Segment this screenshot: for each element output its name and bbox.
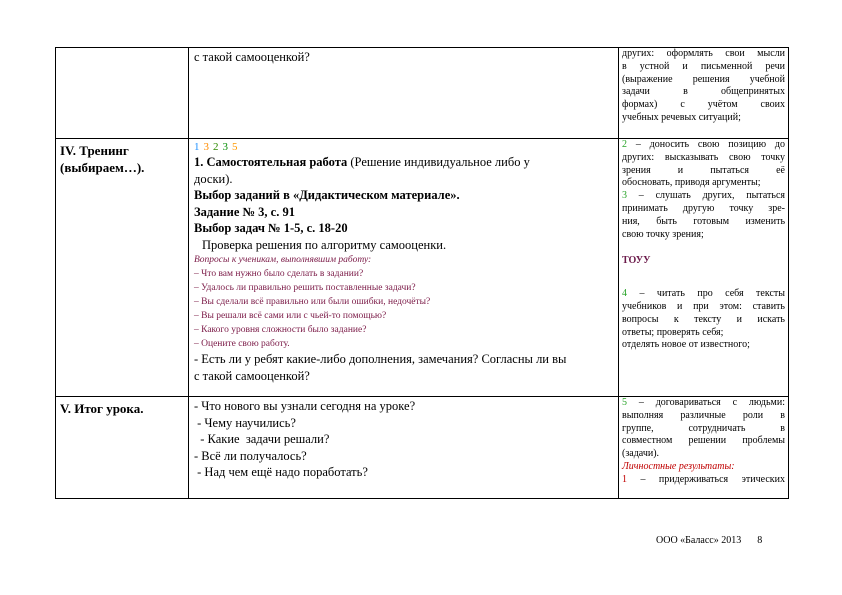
- uud-line: формах) с учётом своих: [622, 99, 785, 111]
- uud-line: принимать другую точку зре-: [622, 202, 785, 214]
- uud-line: учебников и при этом: ставить: [622, 300, 785, 312]
- stage-cell: V. Итог урока.: [56, 397, 189, 499]
- uud-line: – доносить свою позицию до: [627, 139, 785, 150]
- uud-line: свою точку зрения;: [622, 228, 704, 240]
- question-item: – Вы решали всё сами или с чьей-то помощью?: [194, 311, 387, 321]
- uud-cell: [619, 48, 789, 139]
- uud-line: учебных речевых ситуаций;: [622, 111, 741, 123]
- summary-question: - Всё ли получалось?: [194, 448, 307, 463]
- question-item: – Что вам нужно было сделать в задании?: [194, 269, 364, 279]
- content-cell: [189, 397, 619, 499]
- uud-line: ответы; проверять себя;: [622, 326, 724, 338]
- personal-results-title: Личностные результаты:: [622, 460, 735, 472]
- uud-line: других: высказывать свою точку: [622, 151, 785, 163]
- uud-cell: [619, 139, 789, 397]
- stage-subtitle: (выбираем…).: [60, 160, 145, 175]
- question-item: – Какого уровня сложности было задание?: [194, 325, 367, 335]
- uud-line: отделять новое от известного;: [622, 339, 750, 351]
- uud-line: в устной и письменной речи: [622, 60, 785, 72]
- uud-line: (задачи).: [622, 448, 660, 460]
- table-row: [56, 139, 789, 397]
- difficulty-levels: [194, 140, 614, 154]
- question-item: – Вы сделали всё правильно или были ошибки, недочёты?: [194, 297, 431, 307]
- choose-tasks: Выбор заданий в «Дидактическом материале».: [194, 188, 460, 202]
- uud-line: других: оформлять свои мысли: [622, 48, 785, 59]
- final-question-cont: с такой самооценкой?: [194, 368, 310, 383]
- level-number: 5: [232, 141, 238, 153]
- toyu-label: ТОУУ: [622, 255, 651, 267]
- content-line: с такой самооценкой?: [194, 50, 310, 64]
- level-number: 1: [194, 141, 200, 153]
- uud-line: – придерживаться этических: [627, 473, 785, 485]
- uud-number: 1: [622, 473, 627, 485]
- uud-line: вопросы к тексту и искать: [622, 313, 785, 325]
- uud-line: зрения и пытаться её: [622, 164, 785, 176]
- uud-line: (выражение решения учебной: [622, 73, 785, 85]
- summary-question: - Какие задачи решали?: [194, 432, 330, 446]
- self-check: Проверка решения по алгоритму самооценки.: [202, 237, 447, 252]
- content-cell: [189, 139, 619, 397]
- uud-number: 2: [622, 139, 627, 150]
- question-item: – Оцените свою работу.: [194, 339, 290, 349]
- uud-cell: [619, 397, 789, 499]
- assignment: Задание № 3, с. 91: [194, 204, 295, 219]
- page-number: 8: [757, 535, 763, 546]
- table-row: [56, 397, 789, 499]
- uud-line: группе, сотрудничать в: [622, 422, 785, 434]
- questions-title: Вопросы к ученикам, выполнявшим работу:: [194, 255, 372, 265]
- level-number: 2: [213, 141, 219, 153]
- footer-company: ООО «Баласс» 2013: [656, 535, 742, 546]
- level-number: 3: [203, 141, 209, 153]
- uud-line: совместном решении проблемы: [622, 435, 785, 447]
- stage-cell: [56, 48, 189, 139]
- uud-line: выполняя различные роли в: [622, 409, 785, 421]
- uud-number: 4: [622, 288, 627, 300]
- uud-line: ния, быть готовым изменить: [622, 215, 785, 227]
- uud-line: задачи в общепринятых: [622, 86, 785, 98]
- stage-title: IV. Тренинг: [60, 143, 129, 158]
- lesson-plan-table: [55, 47, 789, 499]
- summary-question: - Над чем ещё надо поработать?: [194, 465, 368, 479]
- uud-line: – договариваться с людьми:: [627, 397, 785, 408]
- uud-line: обосновать, приводя аргументы;: [622, 177, 761, 189]
- task-description: (Решение индивидуальное либо у: [347, 155, 530, 169]
- task-description-cont: доски).: [194, 171, 233, 186]
- page-footer: [656, 535, 762, 546]
- uud-number: 3: [622, 190, 627, 202]
- content-cell: [189, 48, 619, 139]
- uud-number: 5: [622, 397, 627, 408]
- uud-line: – слушать других, пытаться: [627, 190, 785, 202]
- final-question: - Есть ли у ребят какие-либо дополнения, замечания? Согласны ли вы: [194, 352, 567, 366]
- summary-question: - Что нового вы узнали сегодня на уроке?: [194, 399, 416, 413]
- summary-question: - Чему научились?: [194, 415, 296, 430]
- uud-line: – читать про себя тексты: [627, 288, 785, 300]
- stage-cell: [56, 139, 189, 397]
- task-title: 1. Самостоятельная работа: [194, 155, 348, 169]
- task-choice: Выбор задач № 1-5, с. 18-20: [194, 221, 348, 235]
- table-row: [56, 48, 789, 139]
- question-item: – Удалось ли правильно решить поставленные задачи?: [194, 283, 416, 293]
- level-number: 3: [222, 141, 228, 153]
